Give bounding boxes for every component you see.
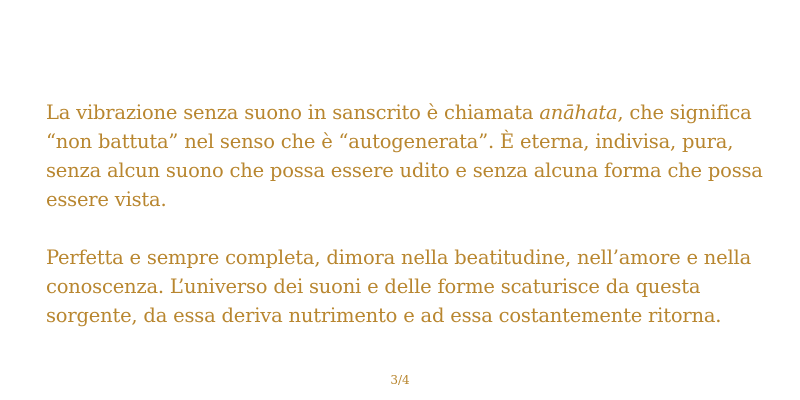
- paragraph-1: [46, 98, 776, 214]
- paragraph-1-text-before: La vibrazione senza suono in sanscrito è chiamata: [46, 101, 540, 124]
- paragraph-2: Perfetta e sempre completa, dimora nella beatitudine, nell’amore e nella conoscenza. L’universo dei suoni e delle forme scaturisce da questa sorgente, da essa deriva nutrimento e ad essa costantemente ritorna.: [46, 246, 751, 327]
- paragraph-1-emphasis: anāhata: [539, 101, 618, 124]
- paragraph-1-text-after: , che significa “non battuta” nel senso che è “autogenerata”. È eterna, indivisa, pura, senza alcun suono che possa essere udito e senza alcuna forma che possa essere vista.: [46, 101, 763, 211]
- page-indicator: 3/4: [390, 373, 410, 387]
- text-body: [46, 98, 776, 330]
